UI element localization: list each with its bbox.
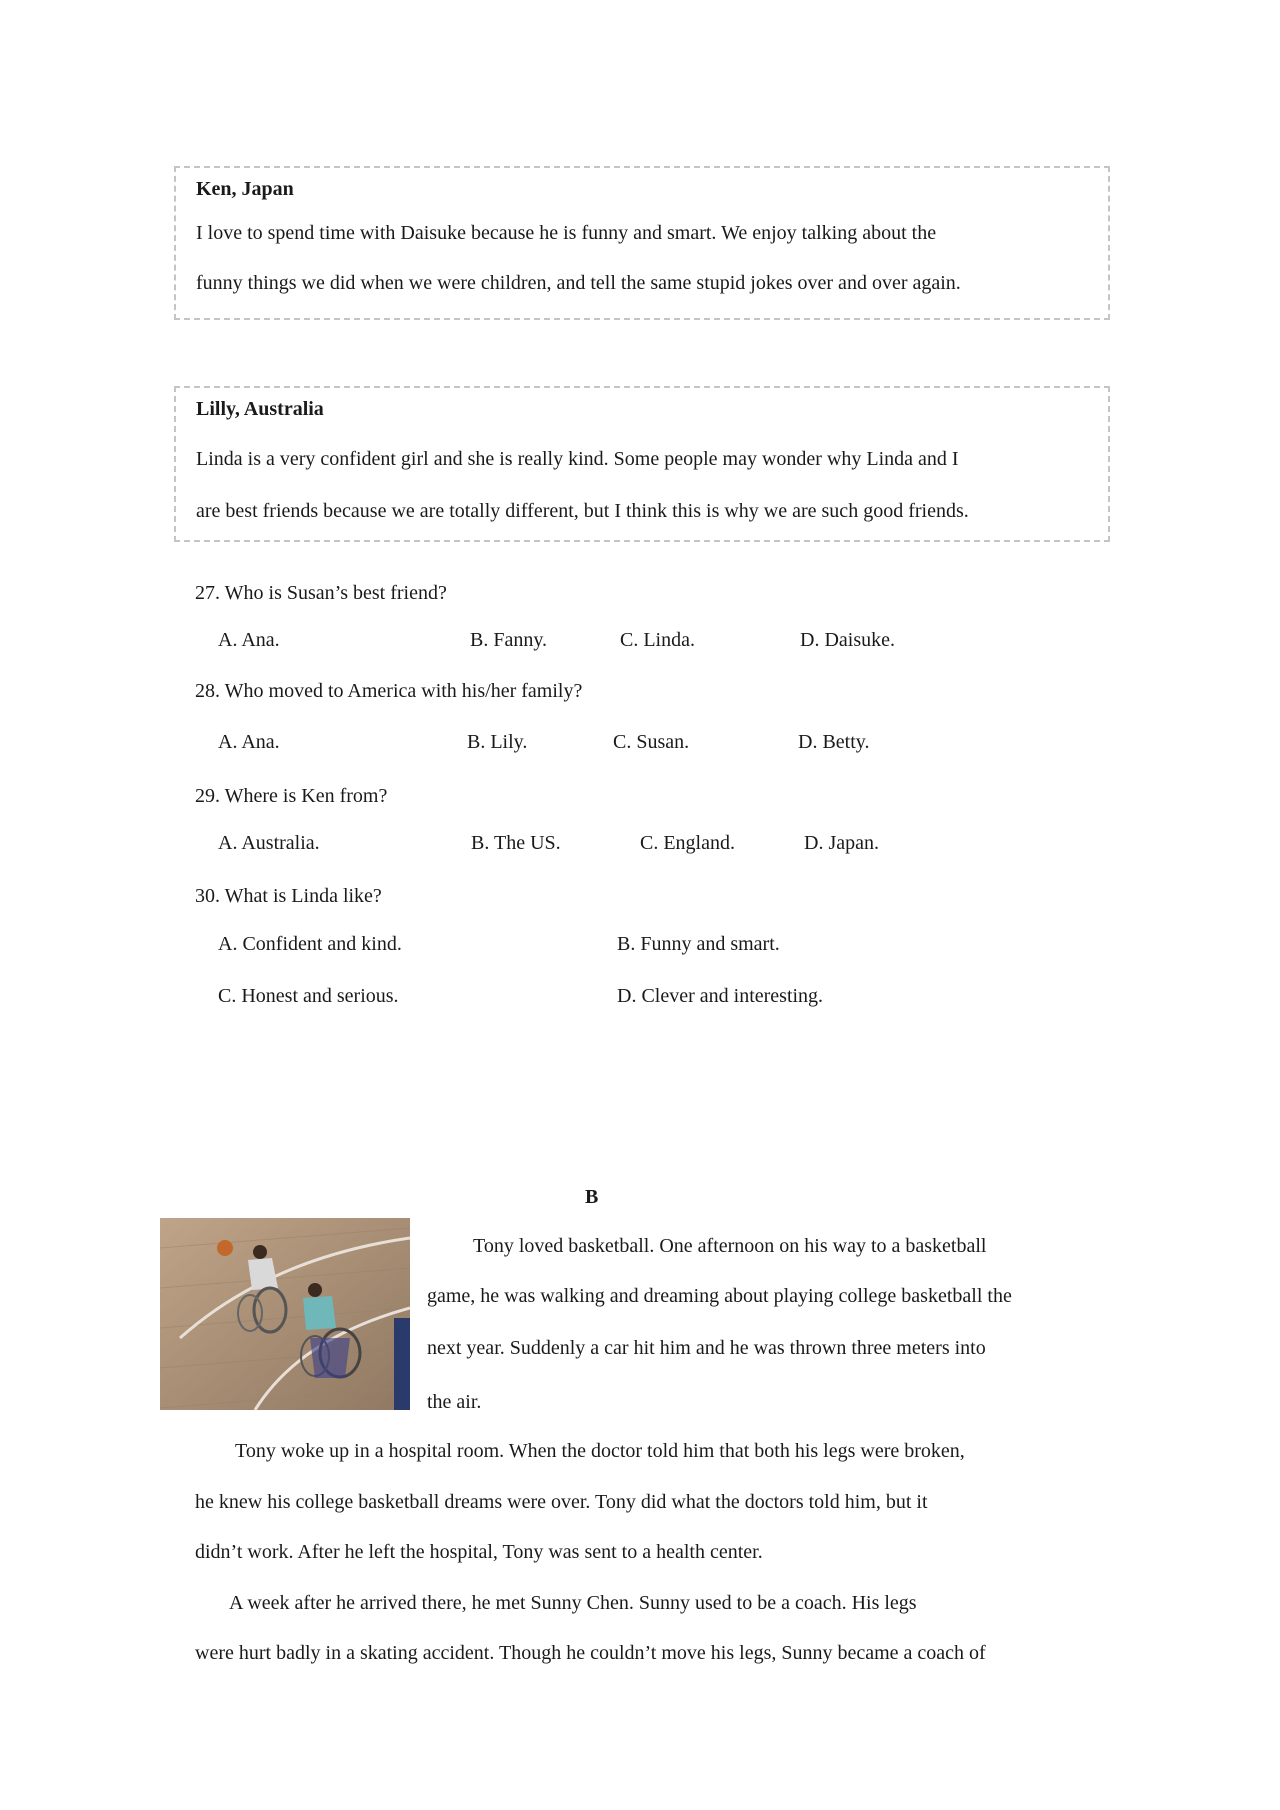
option-b: B. Fanny. [470, 629, 548, 651]
story-line: game, he was walking and dreaming about playing college basketball the [427, 1285, 1012, 1307]
option-b: B. Funny and smart. [617, 933, 780, 955]
story-line: the air. [427, 1391, 482, 1413]
story-line: didn’t work. After he left the hospital, Tony was sent to a health center. [195, 1541, 763, 1563]
story-line: Tony woke up in a hospital room. When the doctor told him that both his legs were broken, [235, 1440, 965, 1462]
question-29: 29. Where is Ken from? [195, 785, 388, 807]
question-30: 30. What is Linda like? [195, 885, 382, 907]
testimonial-line: are best friends because we are totally different, but I think this is why we are such good friends. [196, 500, 969, 522]
option-d: D. Clever and interesting. [617, 985, 824, 1007]
story-line: Tony loved basketball. One afternoon on his way to a basketball [473, 1235, 987, 1257]
option-a: A. Confident and kind. [218, 933, 402, 955]
option-d: D. Japan. [804, 832, 879, 854]
testimonial-name: Ken, Japan [196, 178, 294, 200]
testimonial-box-ken [174, 166, 1110, 320]
option-b: B. Lily. [467, 731, 528, 753]
option-a: A. Australia. [218, 832, 320, 854]
story-line: were hurt badly in a skating accident. Though he couldn’t move his legs, Sunny became a coach of [195, 1642, 986, 1664]
testimonial-box-lilly [174, 386, 1110, 542]
option-c: C. Susan. [613, 731, 690, 753]
story-line: next year. Suddenly a car hit him and he was thrown three meters into [427, 1337, 986, 1359]
option-b: B. The US. [471, 832, 561, 854]
option-c: C. Linda. [620, 629, 695, 651]
question-28: 28. Who moved to America with his/her family? [195, 680, 583, 702]
option-c: C. Honest and serious. [218, 985, 399, 1007]
option-a: A. Ana. [218, 731, 280, 753]
testimonial-line: funny things we did when we were children, and tell the same stupid jokes over and over again. [196, 272, 961, 294]
option-d: D. Betty. [798, 731, 870, 753]
option-d: D. Daisuke. [800, 629, 895, 651]
wheelchair-basketball-photo [160, 1218, 410, 1410]
question-27: 27. Who is Susan’s best friend? [195, 582, 447, 604]
story-line: he knew his college basketball dreams were over. Tony did what the doctors told him, but it [195, 1491, 928, 1513]
testimonial-line: Linda is a very confident girl and she is really kind. Some people may wonder why Linda and I [196, 448, 959, 470]
story-line: A week after he arrived there, he met Sunny Chen. Sunny used to be a coach. His legs [229, 1592, 917, 1614]
section-heading: B [585, 1186, 599, 1208]
option-a: A. Ana. [218, 629, 280, 651]
option-c: C. England. [640, 832, 735, 854]
testimonial-name: Lilly, Australia [196, 398, 324, 420]
testimonial-line: I love to spend time with Daisuke because he is funny and smart. We enjoy talking about the [196, 222, 937, 244]
